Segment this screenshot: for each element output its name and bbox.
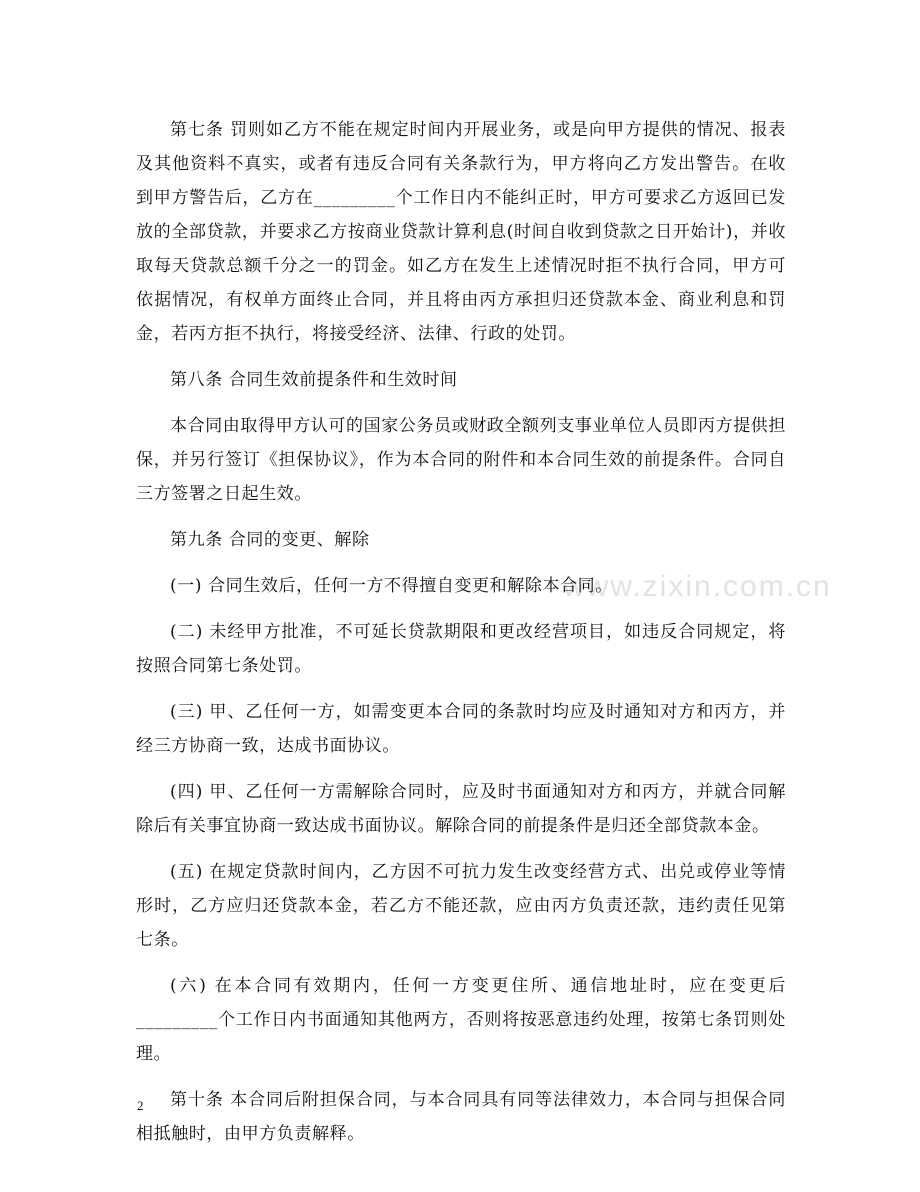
- article-9-item-2: (二) 未经甲方批准，不可延长贷款期限和更改经营项目，如违反合同规定，将按照合同第七条处罚。: [136, 622, 786, 676]
- article-9-item-3: (三) 甲、乙任何一方，如需变更本合同的条款时均应及时通知对方和丙方，并经三方协商一致，达成书面协议。: [136, 702, 786, 756]
- page-number: 2: [137, 1098, 144, 1113]
- article-9-item-4: (四) 甲、乙任何一方需解除合同时，应及时书面通知对方和丙方，并就合同解除后有关事宜协商一致达成书面协议。解除合同的前提条件是归还全部贷款本金。: [136, 782, 786, 836]
- watermark: www.zixin.com.cn: [563, 570, 832, 603]
- article-9-item-6: (六) 在本合同有效期内，任何一方变更住所、通信地址时，应在变更后_________个工作日内书面通知其他两方，否则将按恶意违约处理，按第七条罚则处理。: [136, 976, 786, 1064]
- article-9-item-1: (一) 合同生效后，任何一方不得擅自变更和解除本合同。: [170, 576, 613, 596]
- article-9-item-5: (五) 在规定贷款时间内，乙方因不可抗力发生改变经营方式、出兑或停业等情形时，乙方应归还贷款本金，若乙方不能还款，应由丙方负责还款，违约责任见第七条。: [136, 862, 786, 950]
- article-8-heading: 第八条 合同生效前提条件和生效时间: [170, 370, 458, 390]
- article-10-body: 第十条 本合同后附担保合同，与本合同具有同等法律效力，本合同与担保合同相抵触时，由甲方负责解释。: [136, 1090, 786, 1144]
- article-7-penalty: 第七条 罚则如乙方不能在规定时间内开展业务，或是向甲方提供的情况、报表及其他资料不真实，或者有违反合同有关条款行为，甲方将向乙方发出警告。在收到甲方警告后，乙方在_________个工作日内不能纠正时，甲方可要求乙方返回已发放的全部贷款，并要求乙方按商业贷款计算利息(时间自收到贷款之日开始计)，并收取每天贷款总额千分之一的罚金。如乙方在发生上述情况时拒不执行合同，甲方可依据情况，有权单方面终止合同，并且将由丙方承担归还贷款本金、商业利息和罚金，若丙方拒不执行，将接受经济、法律、行政的处罚。: [136, 120, 786, 344]
- article-9-heading: 第九条 合同的变更、解除: [170, 530, 370, 550]
- article-8-body: 本合同由取得甲方认可的国家公务员或财政全额列支事业单位人员即丙方提供担保，并另行签订《担保协议》，作为本合同的附件和本合同生效的前提条件。合同自三方签署之日起生效。: [136, 416, 786, 504]
- document-body: [136, 113, 786, 1163]
